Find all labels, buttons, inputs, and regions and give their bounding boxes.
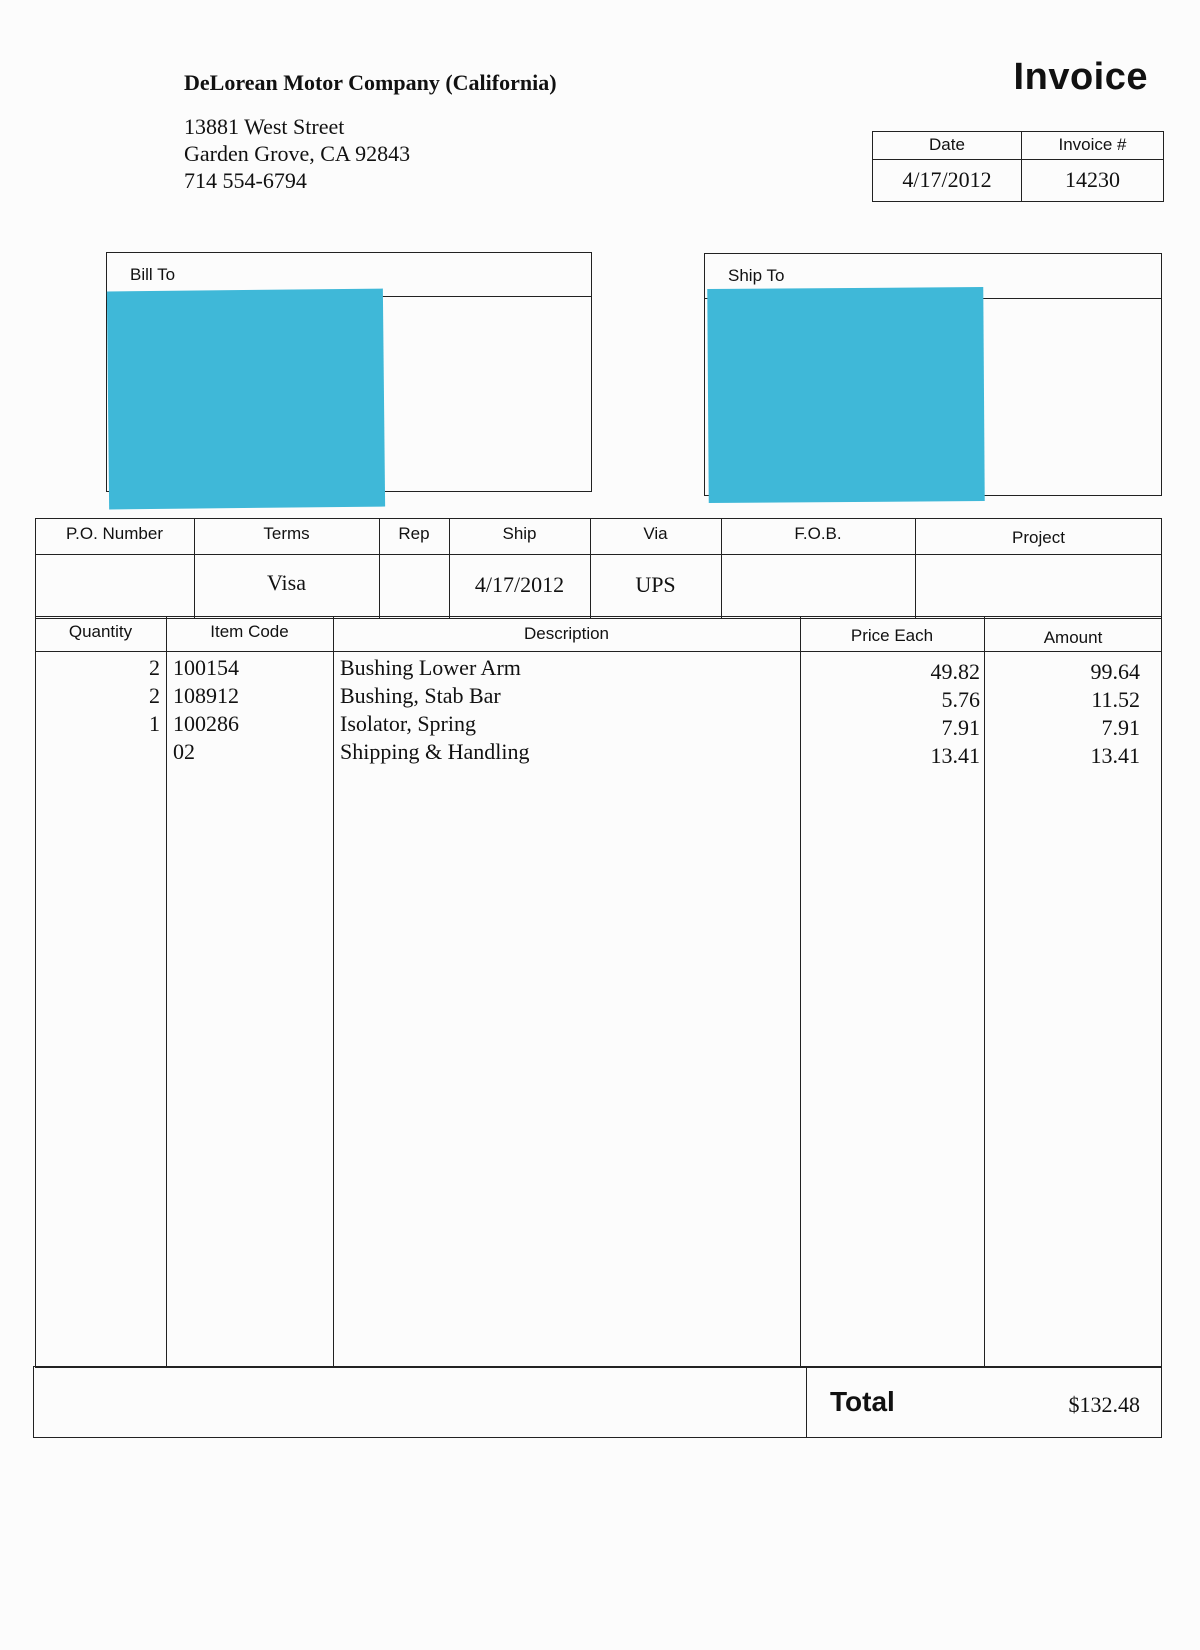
ship-value: 4/17/2012 [474,572,565,597]
via-header: Via [643,524,668,543]
divider [872,159,1164,160]
date-label: Date [929,135,965,154]
description-header: Description [523,624,610,643]
terms-header: Terms [263,524,310,543]
redaction-patch [707,287,984,503]
line-item-qty: 1 [149,711,160,736]
document-title: Invoice [1013,56,1148,98]
company-phone: 714 554-6794 [184,168,307,193]
line-item-description: Shipping & Handling [340,739,530,764]
line-item-code: 100154 [173,655,239,680]
item-code-header: Item Code [210,622,289,641]
amount-header: Amount [1043,628,1103,647]
bill-to-label: Bill To [130,265,176,284]
rep-header: Rep [398,524,430,543]
price-each-header: Price Each [850,626,934,645]
line-item-code: 108912 [173,683,239,708]
ship-header: Ship [502,524,537,543]
line-item-amount: 13.41 [1090,743,1140,768]
total-label: Total [830,1386,895,1417]
line-item-amount: 99.64 [1090,659,1140,684]
po-number-header: P.O. Number [65,524,163,543]
invoice-number-value: 14230 [1065,167,1120,192]
line-item-qty [40,738,160,766]
line-item-description: Bushing Lower Arm [340,655,521,680]
line-item-code: 100286 [173,711,239,736]
divider [166,616,167,1366]
total-value: $132.48 [1068,1392,1140,1417]
line-item-qty: 2 [149,683,160,708]
line-item-qty: 2 [149,655,160,680]
date-value: 4/17/2012 [902,167,992,192]
line-item-price: 7.91 [941,715,980,740]
line-item-amount: 7.91 [1101,715,1140,740]
line-item-price: 49.82 [930,659,980,684]
terms-value: Visa [266,570,306,595]
divider [35,651,1162,652]
company-city: Garden Grove, CA 92843 [184,141,411,166]
invoice-number-label: Invoice # [1058,135,1127,154]
line-item-price: 5.76 [941,687,980,712]
divider [806,1366,807,1438]
line-item-amount: 11.52 [1091,687,1140,712]
project-header: Project [1012,528,1065,547]
redaction-patch [107,289,385,510]
company-street: 13881 West Street [184,114,345,139]
line-item-description: Isolator, Spring [340,711,476,736]
divider [35,554,1162,555]
divider [333,616,334,1366]
line-item-price: 13.41 [930,743,980,768]
company-name: DeLorean Motor Company (California) [184,70,557,95]
via-value: UPS [635,572,676,597]
ship-to-label: Ship To [728,266,785,285]
quantity-header: Quantity [68,622,133,641]
fob-header: F.O.B. [794,524,842,543]
line-item-code: 02 [173,739,195,764]
line-item-description: Bushing, Stab Bar [340,683,501,708]
